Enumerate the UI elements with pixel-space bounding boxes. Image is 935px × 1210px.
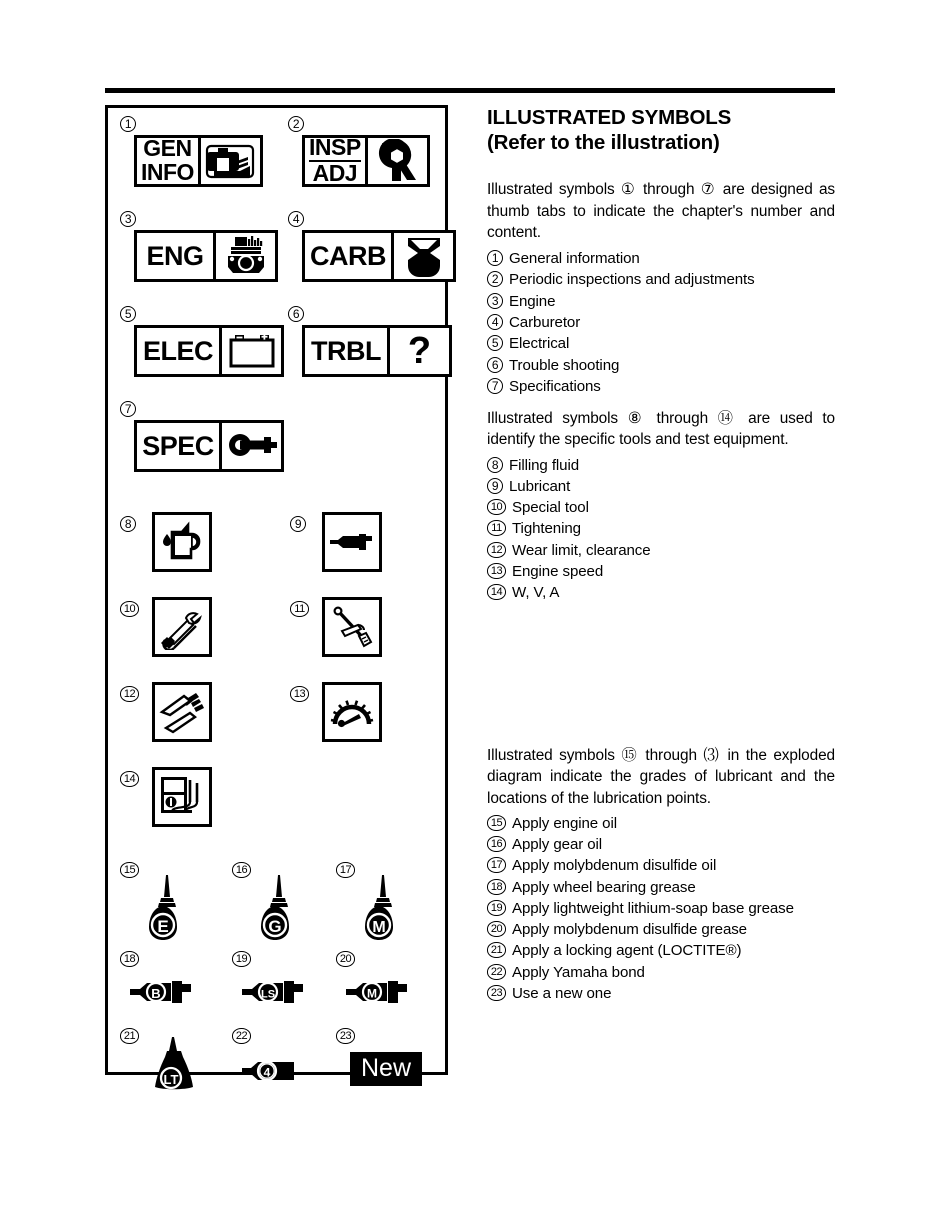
list-item [487, 269, 835, 290]
tab-label [137, 423, 219, 469]
page-title-line2: (Refer to the illustration) [487, 131, 720, 155]
index-number: 8 [487, 457, 503, 473]
list-item [487, 376, 835, 397]
index-number: 21 [120, 1028, 139, 1044]
index-number: 3 [120, 211, 136, 227]
multimeter-icon [152, 767, 212, 827]
index-number: 7 [120, 401, 136, 417]
list-item-label: General information [509, 250, 640, 268]
index-number: 12 [487, 542, 506, 558]
wrench-nut-icon [365, 138, 427, 184]
index-number: 15 [487, 815, 506, 831]
list-item-label: Apply lightweight lithium-soap base grease [512, 899, 794, 917]
lubricant-grade-mark: G [268, 917, 282, 936]
list-item [487, 333, 835, 354]
new-badge-label: New [350, 1052, 422, 1086]
list-item-label: W, V, A [512, 584, 560, 602]
index-number: 3 [487, 293, 503, 309]
engine-piston-icon [213, 233, 275, 279]
index-number: 23 [336, 1028, 355, 1044]
grease-gun-icon [344, 979, 416, 1010]
index-number: 13 [487, 563, 506, 579]
index-number: 1 [487, 250, 503, 266]
index-number: 2 [487, 271, 503, 287]
list-item [487, 983, 835, 1004]
tab-label-line1: INSP [309, 134, 361, 161]
index-number: 17 [336, 862, 355, 878]
list-item-label: Carburetor [509, 314, 581, 331]
tab-label [305, 134, 365, 186]
index-number: 5 [487, 335, 503, 351]
tab-box [302, 325, 452, 377]
tab-label-line1: CARB [310, 240, 386, 271]
tachometer-icon [322, 682, 382, 742]
index-number: 11 [487, 520, 506, 536]
list-item-label: Apply Yamaha bond [512, 963, 645, 981]
index-number: 14 [487, 584, 506, 600]
lubricant-grade-mark: 4 [263, 1065, 271, 1080]
tab-label [305, 328, 387, 374]
index-number: 21 [487, 942, 506, 958]
tab-label-line1: SPEC [142, 430, 214, 461]
index-number: 17 [487, 857, 506, 873]
list-item [487, 582, 835, 603]
chapter-symbol-list [487, 248, 835, 397]
list-item-label: Specifications [509, 377, 601, 395]
list-item [487, 455, 835, 476]
list-item [487, 898, 835, 919]
tab-label [305, 233, 391, 279]
index-number: 13 [290, 686, 309, 702]
micrometer-icon [219, 423, 281, 469]
tab-label [137, 135, 198, 185]
list-item [487, 291, 835, 312]
list-item-label: Apply molybdenum disulfide oil [512, 857, 717, 875]
oil-bottle-icon [254, 874, 304, 949]
list-item-label: Tightening [512, 520, 581, 538]
index-number: 22 [487, 964, 506, 980]
oil-bottle-icon [358, 874, 408, 949]
list-item-label: Periodic inspections and adjustments [509, 271, 755, 289]
list-item [487, 919, 835, 940]
list-item-label: Filling fluid [509, 456, 580, 474]
list-item-label: Trouble shooting [509, 356, 620, 374]
index-number: 18 [120, 951, 139, 967]
index-number: 9 [487, 478, 503, 494]
torque-wrench-icon [322, 597, 382, 657]
page-title-line1: ILLUSTRATED SYMBOLS [487, 106, 732, 129]
list-item [487, 834, 835, 855]
index-number: 14 [120, 771, 139, 787]
list-item [487, 813, 835, 834]
grease-gun-icon [128, 979, 200, 1010]
symbols-panel [105, 105, 448, 1087]
tab-box [134, 135, 263, 187]
index-number: 22 [232, 1028, 251, 1044]
list-item-label: Engine [509, 292, 556, 310]
index-number: 6 [288, 306, 304, 322]
new-part-badge [350, 1052, 422, 1086]
tab-label-line1: ELEC [142, 335, 213, 366]
list-item [487, 540, 835, 561]
header-rule [105, 88, 835, 93]
tab-label-line2: INFO [141, 159, 194, 185]
list-item [487, 476, 835, 497]
index-number: 9 [290, 516, 306, 532]
list-item-label: Apply molybdenum disulfide grease [512, 921, 747, 939]
tab-label-line1: GEN [143, 135, 192, 162]
list-item-label: Apply gear oil [512, 836, 603, 854]
list-item-label: Apply a locking agent (LOCTITE®) [512, 942, 742, 960]
list-item [487, 248, 835, 269]
battery-icon [219, 328, 281, 374]
grease-gun-icon [240, 979, 312, 1010]
locking-agent-bottle-icon [142, 1036, 204, 1097]
list-item-label: Apply engine oil [512, 814, 617, 832]
index-number: 5 [120, 306, 136, 322]
tab-label-line1: TRBL [311, 335, 381, 366]
section-intro: Illustrated symbols ① through ⑦ are designed as thumb tabs to indicate the chapter's number and content. [487, 181, 835, 241]
index-number: 10 [487, 499, 506, 515]
lubricant-grade-mark: E [157, 917, 169, 936]
tool-symbol-list [487, 455, 835, 604]
tab-box [134, 325, 284, 377]
index-number: 20 [336, 951, 355, 967]
index-number: 4 [288, 211, 304, 227]
index-number: 18 [487, 879, 506, 895]
section-lubricants [487, 745, 835, 1004]
index-number: 19 [232, 951, 251, 967]
sealant-tube-icon [240, 1058, 308, 1089]
tab-label [137, 233, 213, 279]
index-number: 19 [487, 900, 506, 916]
lubricant-grade-mark: B [151, 986, 161, 1001]
tab-label-line2: ADJ [312, 160, 358, 186]
lubricant-grade-mark: M [372, 919, 386, 936]
index-number: 20 [487, 921, 506, 937]
lubricant-grade-mark: LT [163, 1072, 179, 1087]
tab-box [302, 135, 430, 187]
lubricant-symbol-list [487, 813, 835, 1005]
manual-book-icon [198, 138, 260, 184]
page-title [487, 105, 835, 155]
index-number: 10 [120, 601, 139, 617]
section-tools [487, 408, 835, 603]
lubricant-grade-mark: LS [260, 988, 276, 1001]
list-item [487, 497, 835, 518]
index-number: 11 [290, 601, 309, 617]
oil-can-drop-icon [152, 512, 212, 572]
tab-box [134, 420, 284, 472]
section-intro: Illustrated symbols ⑧ through ⑭ are used to identify the specific tools and test equipment. [487, 410, 835, 449]
list-item-label: Apply wheel bearing grease [512, 878, 696, 896]
index-number: 1 [120, 116, 136, 132]
lubricant-grade-mark: M [367, 986, 377, 1001]
tab-label-line1: ENG [146, 240, 204, 271]
list-item [487, 312, 835, 333]
oil-bottle-icon [142, 874, 192, 949]
tab-label [137, 328, 219, 374]
index-number: 6 [487, 357, 503, 373]
index-number: 8 [120, 516, 136, 532]
list-item [487, 962, 835, 983]
list-item-label: Wear limit, clearance [512, 541, 651, 559]
list-item [487, 561, 835, 582]
index-number: 15 [120, 862, 139, 878]
special-tools-icon [152, 597, 212, 657]
list-item-label: Special tool [512, 499, 589, 517]
list-item-label: Lubricant [509, 477, 571, 495]
vernier-caliper-icon [152, 682, 212, 742]
list-item-label: Use a new one [512, 985, 612, 1002]
carburetor-icon [391, 233, 453, 279]
section-chapter-tabs [487, 105, 835, 397]
index-number: 4 [487, 314, 503, 330]
tab-box [134, 230, 278, 282]
list-item [487, 940, 835, 961]
question-mark-icon: ? [387, 328, 449, 374]
tab-box [302, 230, 456, 282]
index-number: 7 [487, 378, 503, 394]
index-number: 2 [288, 116, 304, 132]
section-intro: Illustrated symbols ⑮ through ⑶ in the exploded diagram indicate the grades of lubricant and the locations of the lubrication points. [487, 747, 835, 807]
index-number: 23 [487, 985, 506, 1001]
index-number: 12 [120, 686, 139, 702]
grease-gun-icon [322, 512, 382, 572]
list-item-label: Engine speed [512, 562, 604, 580]
list-item [487, 518, 835, 539]
index-number: 16 [232, 862, 251, 878]
list-item-label: Electrical [509, 335, 570, 353]
list-item [487, 855, 835, 876]
list-item [487, 877, 835, 898]
index-number: 16 [487, 836, 506, 852]
list-item [487, 355, 835, 376]
